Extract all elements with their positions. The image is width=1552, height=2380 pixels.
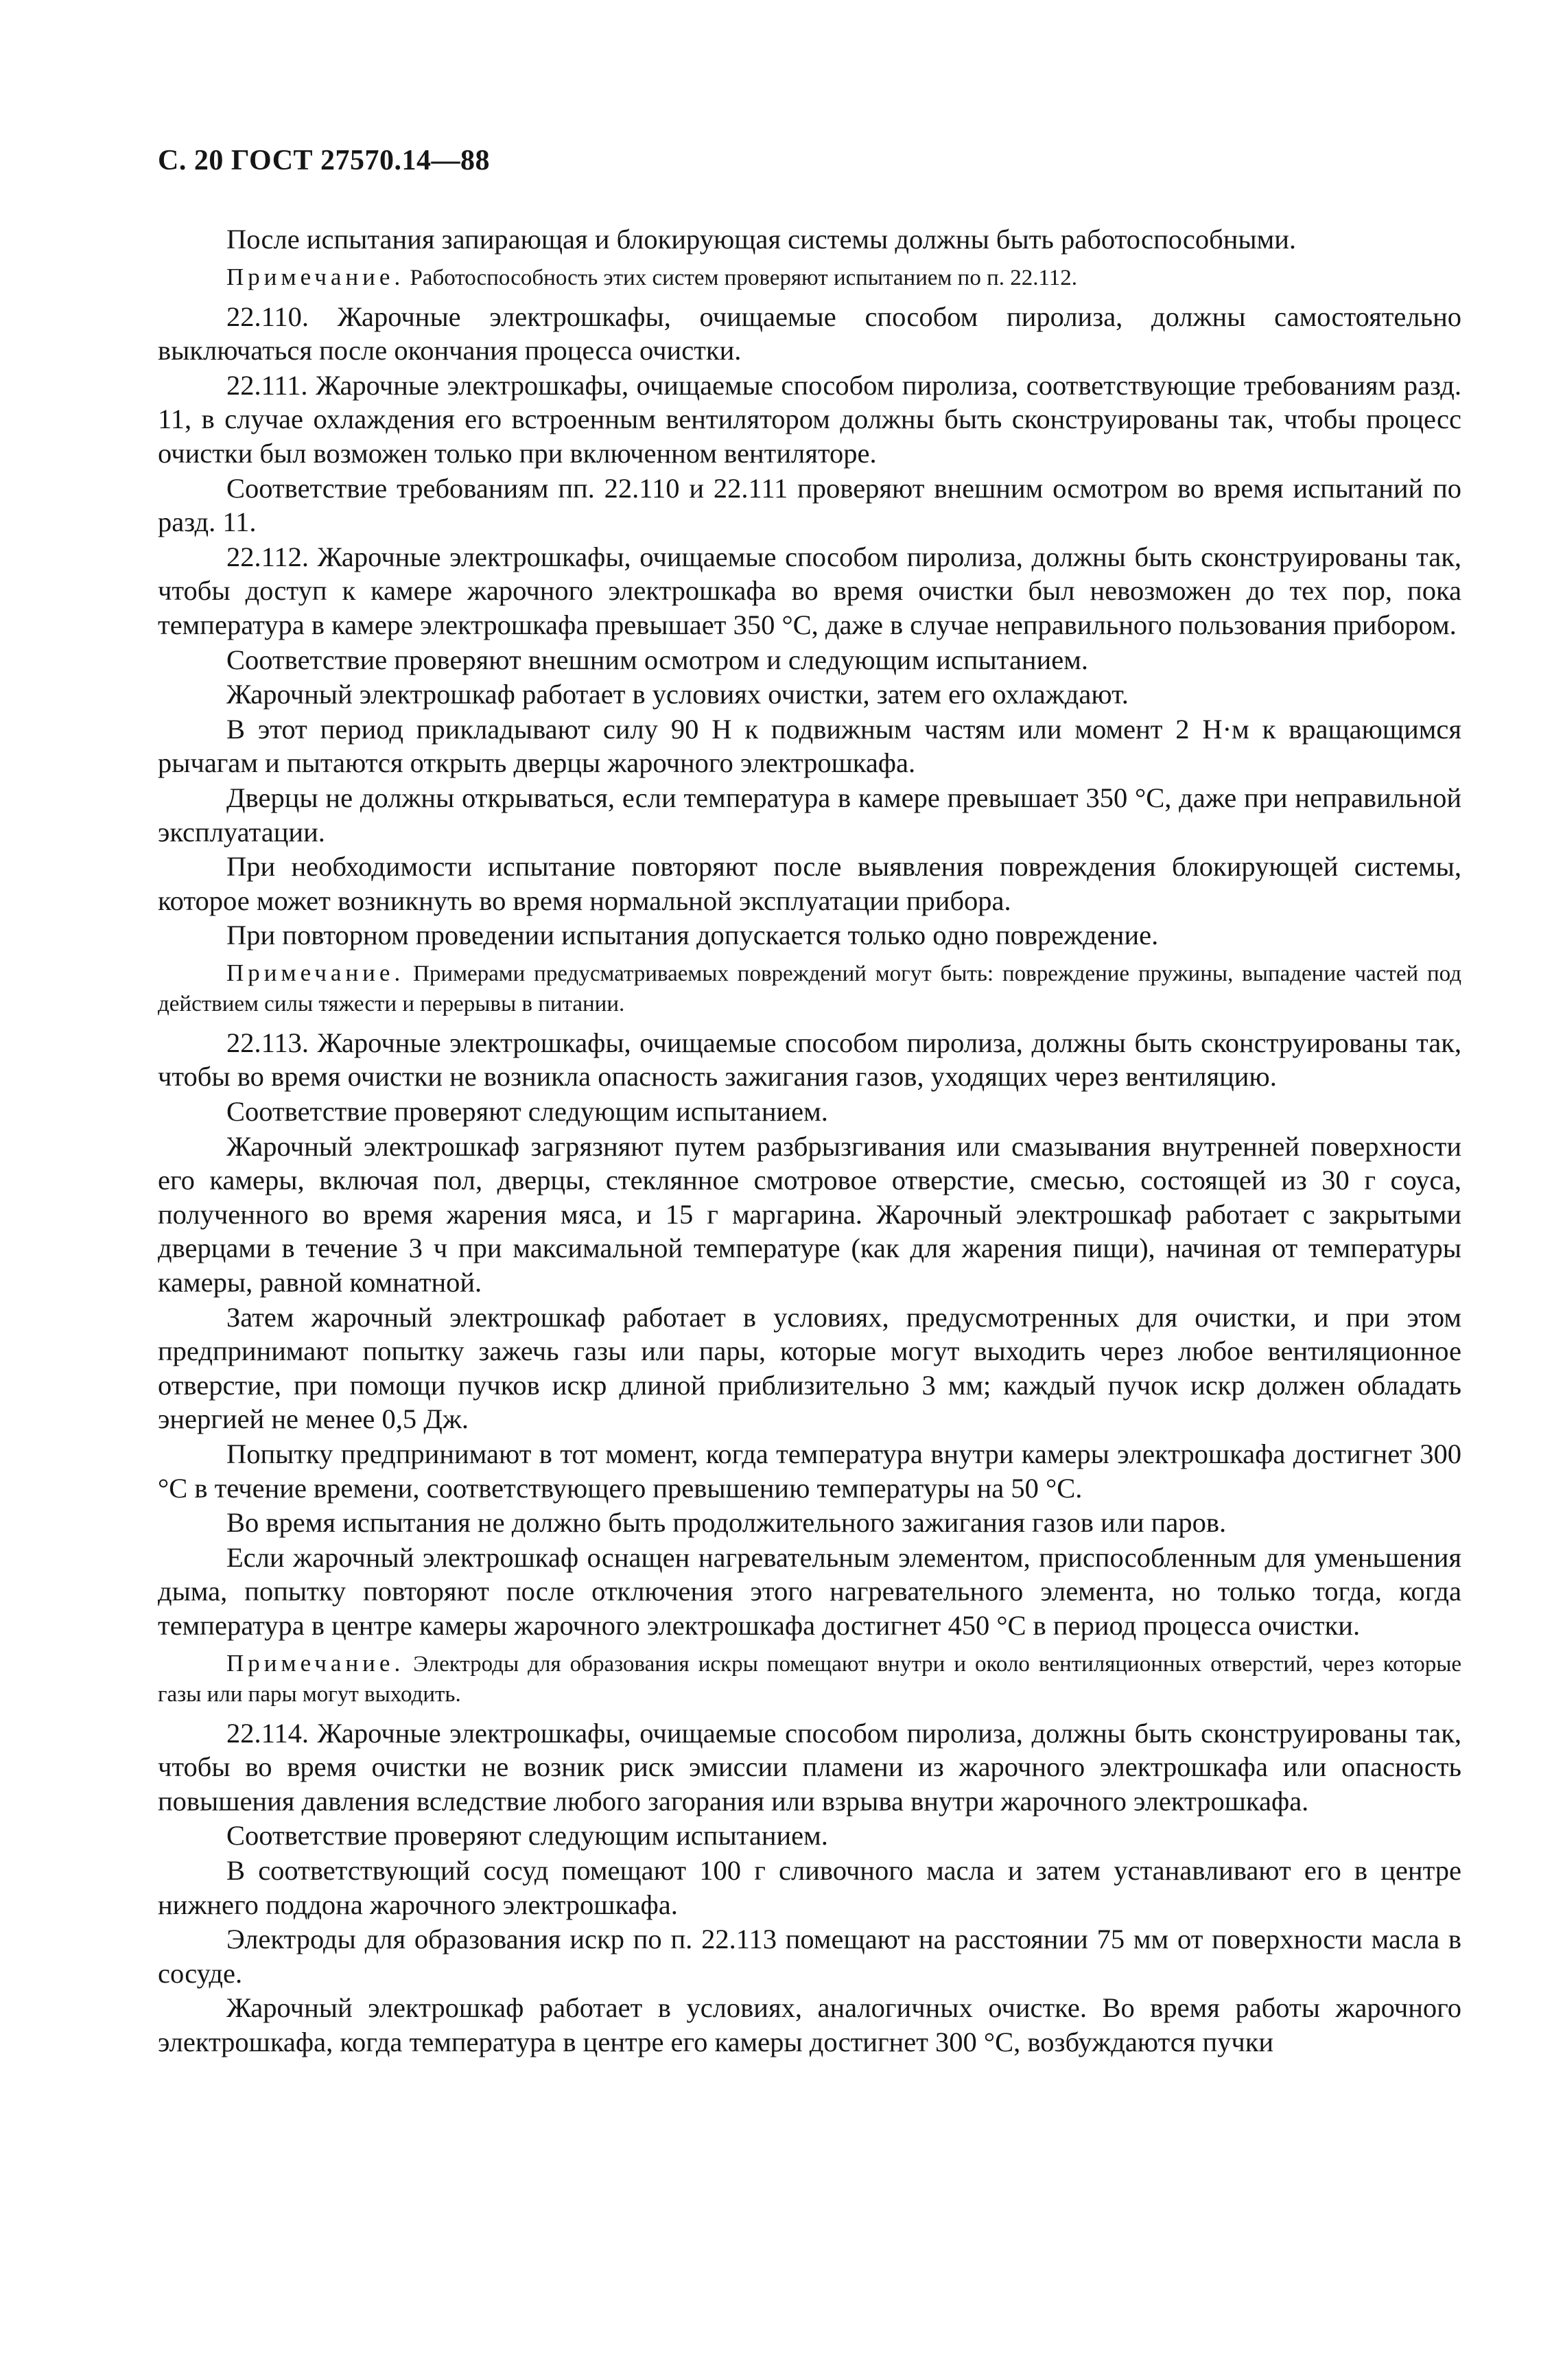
body-paragraph: Соответствие проверяют следующим испытанием.: [226, 1096, 828, 1128]
page-header: С. 20 ГОСТ 27570.14—88: [158, 145, 491, 176]
body-paragraph: Жарочный электрошкаф работает в условиях очистки, затем его охлаждают.: [226, 679, 1129, 710]
note-paragraph: [158, 262, 1461, 293]
body-paragraph: 22.111. Жарочные электрошкафы, очищаемые способом пиролиза, соответствующие требованиям разд. 11, в случае охлаждения его встроенным вентилятором должны быть сконструированы так, чтобы процесс очистки был возможен только при включенном вентиляторе.: [158, 369, 1461, 469]
body-paragraph: Жарочный электрошкаф работает в условиях, аналогичных очистке. Во время работы жарочного электрошкафа, когда температура в центре его камеры достигнет 300 °С, возбуждаются пучки: [158, 1992, 1461, 2057]
note-label: Примечание.: [226, 263, 405, 290]
note-label: Примечание.: [226, 959, 405, 986]
body-paragraph: В этот период прикладывают силу 90 Н к подвижным частям или момент 2 Н·м к вращающимся рычагам и пытаются открыть дверцы жарочного электрошкафа.: [158, 713, 1461, 779]
body-paragraph: Во время испытания не должно быть продолжительного зажигания газов или паров.: [226, 1507, 1227, 1539]
body-paragraph: В соответствующий сосуд помещают 100 г сливочного масла и затем устанавливают его в центре нижнего поддона жарочного электрошкафа.: [158, 1854, 1461, 1920]
body-paragraph: Попытку предпринимают в тот момент, когда температура внутри камеры электрошкафа достигнет 300 °С в течение времени, соответствующего превышению температуры на 50 °С.: [158, 1438, 1461, 1504]
note-label: Примечание.: [226, 1649, 405, 1677]
note-paragraph: [158, 1648, 1461, 1710]
note-paragraph: [158, 958, 1461, 1019]
body-paragraph: Соответствие требованиям пп. 22.110 и 22.111 проверяют внешним осмотром во время испытаний по разд. 11.: [158, 472, 1461, 538]
body-paragraph: Электроды для образования искр по п. 22.113 помещают на расстоянии 75 мм от поверхности масла в сосуде.: [158, 1924, 1461, 1989]
note-text: Примерами предусматриваемых повреждений могут быть: повреждение пружины, выпадение частей под действием силы тяжести и перерывы в питании.: [158, 961, 1462, 1016]
body-paragraph: Затем жарочный электрошкаф работает в условиях, предусмотренных для очистки, и при этом предпринимают попытку зажечь газы или пары, которые могут выходить через любое вентиляционное отверстие, при помощи пучков искр длиной приблизительно 3 мм; каждый пучок искр должен обладать энергией не менее 0,5 Дж.: [158, 1301, 1461, 1435]
body-paragraph: 22.114. Жарочные электрошкафы, очищаемые способом пиролиза, должны быть сконструированы так, чтобы во время очистки не возник риск эмиссии пламени из жарочного электрошкафа или опасность повышения давления вследствие любого загорания или взрыва внутри жарочного электрошкафа.: [158, 1717, 1461, 1817]
note-text: Работоспособность этих систем проверяют испытанием по п. 22.112.: [410, 265, 1078, 290]
body-paragraph: 22.113. Жарочные электрошкафы, очищаемые способом пиролиза, должны быть сконструированы так, чтобы во время очистки не возникла опасность зажигания газов, уходящих через вентиляцию.: [158, 1027, 1461, 1093]
body-paragraph: Если жарочный электрошкаф оснащен нагревательным элементом, приспособленным для уменьшения дыма, попытку повторяют после отключения этого нагревательного элемента, но только тогда, когда температура в центре камеры жарочного электрошкафа достигнет 450 °С в период процесса очистки.: [158, 1541, 1461, 1641]
body-paragraph: 22.110. Жарочные электрошкафы, очищаемые способом пиролиза, должны самостоятельно выключаться после окончания процесса очистки.: [158, 301, 1461, 366]
body-paragraph: При необходимости испытание повторяют после выявления повреждения блокирующей системы, которое может возникнуть во время нормальной эксплуатации прибора.: [158, 851, 1461, 916]
document-page: [158, 143, 1461, 2060]
body-paragraph: Соответствие проверяют внешним осмотром и следующим испытанием.: [226, 644, 1089, 675]
body-paragraph: Соответствие проверяют следующим испытанием.: [226, 1820, 828, 1852]
document-body: [158, 222, 1461, 2060]
body-paragraph: После испытания запирающая и блокирующая системы должны быть работоспособными.: [226, 224, 1297, 255]
body-paragraph: При повторном проведении испытания допускается только одно повреждение.: [226, 920, 1159, 951]
body-paragraph: Дверцы не должны открываться, если температура в камере превышает 350 °С, даже при неправильной эксплуатации.: [158, 782, 1461, 848]
note-text: Электроды для образования искры помещают внутри и около вентиляционных отверстий, через которые газы или пары могут выходить.: [158, 1651, 1462, 1707]
body-paragraph: Жарочный электрошкаф загрязняют путем разбрызгивания или смазывания внутренней поверхности его камеры, включая пол, дверцы, стеклянное смотровое отверстие, смесью, состоящей из 30 г соуса, полученного во время жарения мяса, и 15 г маргарина. Жарочный электрошкаф работает с закрытыми дверцами в течение 3 ч при максимальной температуре (как для жарения пищи), начиная от температуры камеры, равной комнатной.: [158, 1130, 1461, 1298]
body-paragraph: 22.112. Жарочные электрошкафы, очищаемые способом пиролиза, должны быть сконструированы так, чтобы доступ к камере жарочного электрошкафа во время очистки был невозможен до тех пор, пока температура в камере электрошкафа превышает 350 °С, даже в случае неправильного пользования прибором.: [158, 541, 1461, 640]
